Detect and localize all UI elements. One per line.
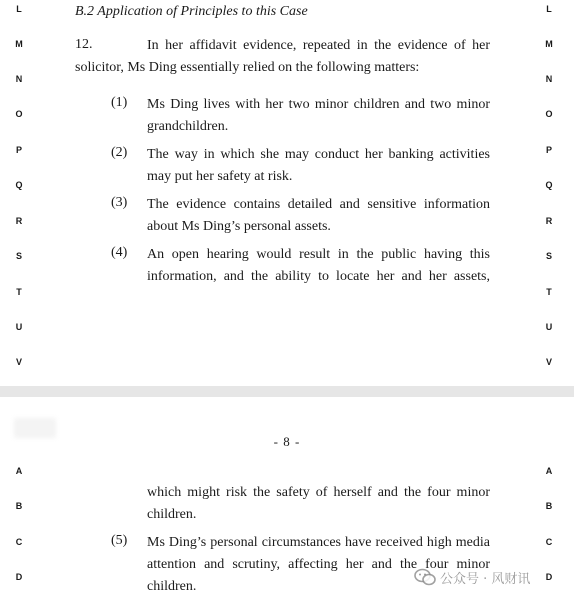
- margin-letter: O: [545, 109, 553, 119]
- paragraph-number: 12.: [75, 37, 93, 52]
- wechat-icon: [414, 568, 436, 586]
- margin-letter: P: [545, 145, 552, 155]
- margin-letter: U: [15, 322, 23, 332]
- margin-letter: T: [16, 287, 22, 297]
- list-item-number: (3): [111, 195, 128, 210]
- list-item-text: The evidence contains detailed and sensitive information about Ms Ding’s personal assets.: [147, 197, 490, 234]
- list-item-number: (2): [111, 145, 128, 160]
- margin-letter: L: [16, 4, 22, 14]
- margin-letter: P: [15, 145, 22, 155]
- margin-letter: Q: [545, 180, 553, 190]
- margin-letter: O: [15, 109, 23, 119]
- watermark: [414, 566, 530, 588]
- margin-letter: V: [545, 357, 552, 367]
- margin-letter: R: [15, 216, 23, 226]
- margin-letter: B: [15, 501, 23, 511]
- margin-letter: D: [15, 572, 23, 582]
- margin-letter: C: [15, 537, 23, 547]
- margin-letter: B: [545, 501, 553, 511]
- margin-letter: N: [15, 74, 23, 84]
- watermark-text: 公众号 · 风财讯: [440, 571, 531, 587]
- list-item-number: (5): [111, 533, 128, 548]
- list-item-number: (1): [111, 95, 128, 110]
- margin-letter: V: [15, 357, 22, 367]
- list-item-text: Ms Ding lives with her two minor children and two minor grandchildren.: [147, 97, 490, 134]
- margin-letter: M: [545, 39, 553, 49]
- list-item-text: Ms Ding’s personal circumstances have received high media attention and scrutiny, affecting her and the four minor children.: [147, 535, 490, 594]
- page-number: - 8 -: [273, 434, 301, 449]
- list-item-text: The way in which she may conduct her banking activities may put her safety at risk.: [147, 147, 490, 184]
- margin-letter: S: [15, 251, 22, 261]
- margin-letter: R: [545, 216, 553, 226]
- margin-letter: M: [15, 39, 23, 49]
- margin-letter: A: [545, 466, 553, 476]
- margin-letter: T: [546, 287, 552, 297]
- margin-letter: Q: [15, 180, 23, 190]
- continuation-text: which might risk the safety of herself and the four minor children.: [147, 485, 490, 522]
- margin-letter: N: [545, 74, 553, 84]
- margin-letter: S: [545, 251, 552, 261]
- list-item-number: (4): [111, 245, 128, 260]
- list-item-text: An open hearing would result in the public having this information, and the ability to locate her and her assets,: [147, 247, 490, 284]
- paragraph-text: In her affidavit evidence, repeated in the evidence of her solicitor, Ms Ding essentially relied on the following matters:: [75, 38, 490, 75]
- section-heading: B.2 Application of Principles to this Case: [75, 4, 308, 19]
- margin-letter: L: [546, 4, 552, 14]
- margin-letter: A: [15, 466, 23, 476]
- margin-letter: C: [545, 537, 553, 547]
- page-separator: [0, 386, 574, 397]
- margin-letter: D: [545, 572, 553, 582]
- margin-letter: U: [545, 322, 553, 332]
